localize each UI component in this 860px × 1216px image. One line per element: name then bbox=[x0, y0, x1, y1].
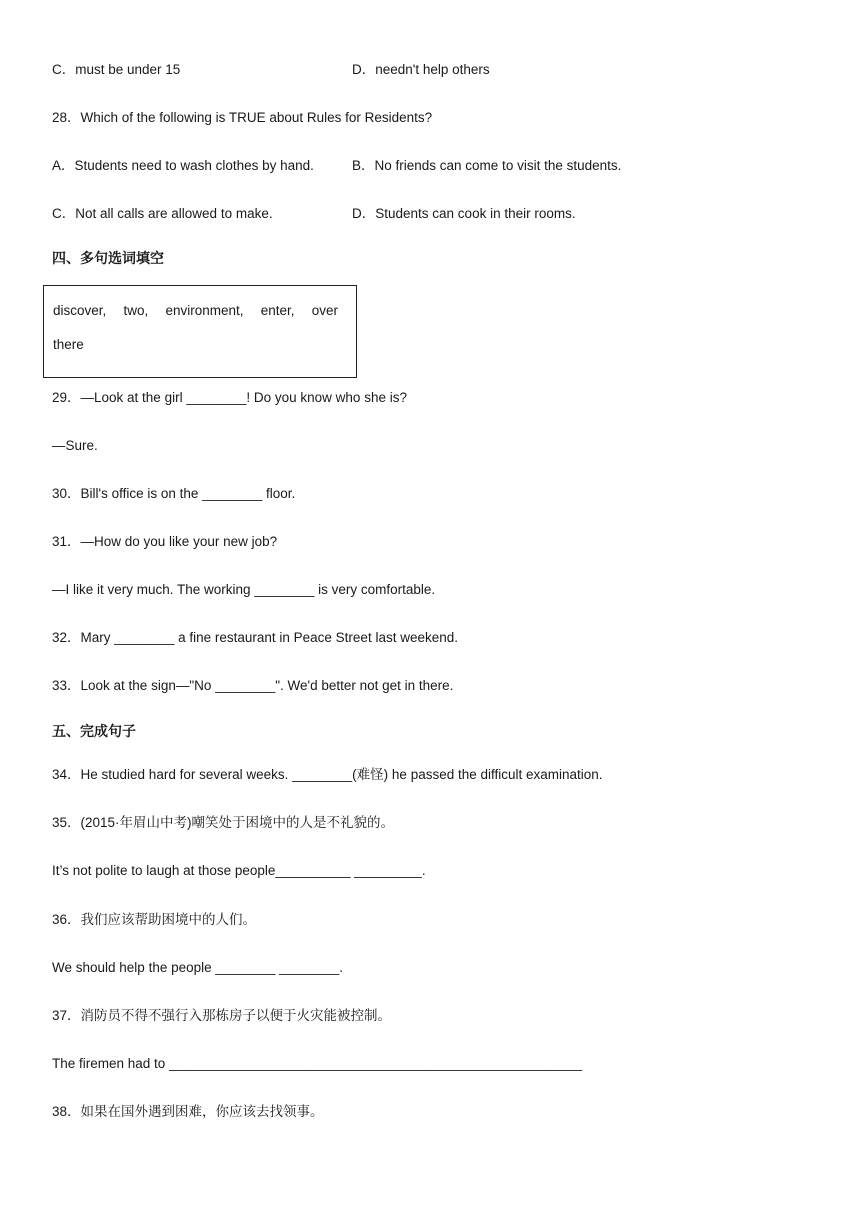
q31-line-1: 31．—How do you like your new job? bbox=[52, 534, 278, 549]
q37-chinese: 37．消防员不得不强行入那栋房子以便于火灾能被控制。 bbox=[52, 1008, 392, 1023]
section5-heading: 五、完成句子 bbox=[52, 723, 136, 739]
word-bank-word: two, bbox=[123, 303, 149, 318]
q28-option-c: C．Not all calls are allowed to make. bbox=[52, 206, 273, 221]
word-bank-line-1 bbox=[53, 302, 338, 320]
q38-chinese: 38．如果在国外遇到困难，你应该去找领事。 bbox=[52, 1104, 324, 1119]
q33: 33．Look at the sign—"No ________". We'd better not get in there. bbox=[52, 678, 454, 693]
q34: 34．He studied hard for several weeks. ________(难怪) he passed the difficult examination. bbox=[52, 767, 603, 782]
q28-stem: 28．Which of the following is TRUE about Rules for Residents? bbox=[52, 110, 433, 125]
word-bank-word: environment, bbox=[165, 303, 244, 318]
word-bank-word: enter, bbox=[260, 303, 295, 318]
word-bank-line-2: there bbox=[53, 337, 84, 352]
q28-option-d: D．Students can cook in their rooms. bbox=[352, 206, 576, 221]
q35-chinese: 35．(2015·年眉山中考)嘲笑处于困境中的人是不礼貌的。 bbox=[52, 815, 395, 830]
q36-english: We should help the people ________ ________. bbox=[52, 960, 344, 975]
q31-line-2: —I like it very much. The working ________ is very comfortable. bbox=[52, 582, 436, 597]
q28-option-b: B．No friends can come to visit the students. bbox=[352, 158, 622, 173]
q35-english: It’s not polite to laugh at those people__________ _________. bbox=[52, 863, 426, 878]
q29-line-1: 29．—Look at the girl ________! Do you know who she is? bbox=[52, 390, 407, 405]
q37-english: The firemen had to _______________________________________________________ bbox=[52, 1056, 583, 1071]
word-bank-word: discover, bbox=[53, 303, 107, 318]
q27-option-d: D．needn't help others bbox=[352, 62, 490, 77]
q28-option-a: A．Students need to wash clothes by hand. bbox=[52, 158, 314, 173]
q27-option-c: C．must be under 15 bbox=[52, 62, 181, 77]
q32: 32．Mary ________ a fine restaurant in Peace Street last weekend. bbox=[52, 630, 458, 645]
q30: 30．Bill's office is on the ________ floor. bbox=[52, 486, 296, 501]
section4-heading: 四、多句选词填空 bbox=[52, 250, 164, 266]
word-bank-box bbox=[43, 285, 357, 378]
q36-chinese: 36．我们应该帮助困境中的人们。 bbox=[52, 912, 257, 927]
q29-line-2: —Sure. bbox=[52, 438, 98, 453]
word-bank-word: over bbox=[311, 303, 338, 318]
